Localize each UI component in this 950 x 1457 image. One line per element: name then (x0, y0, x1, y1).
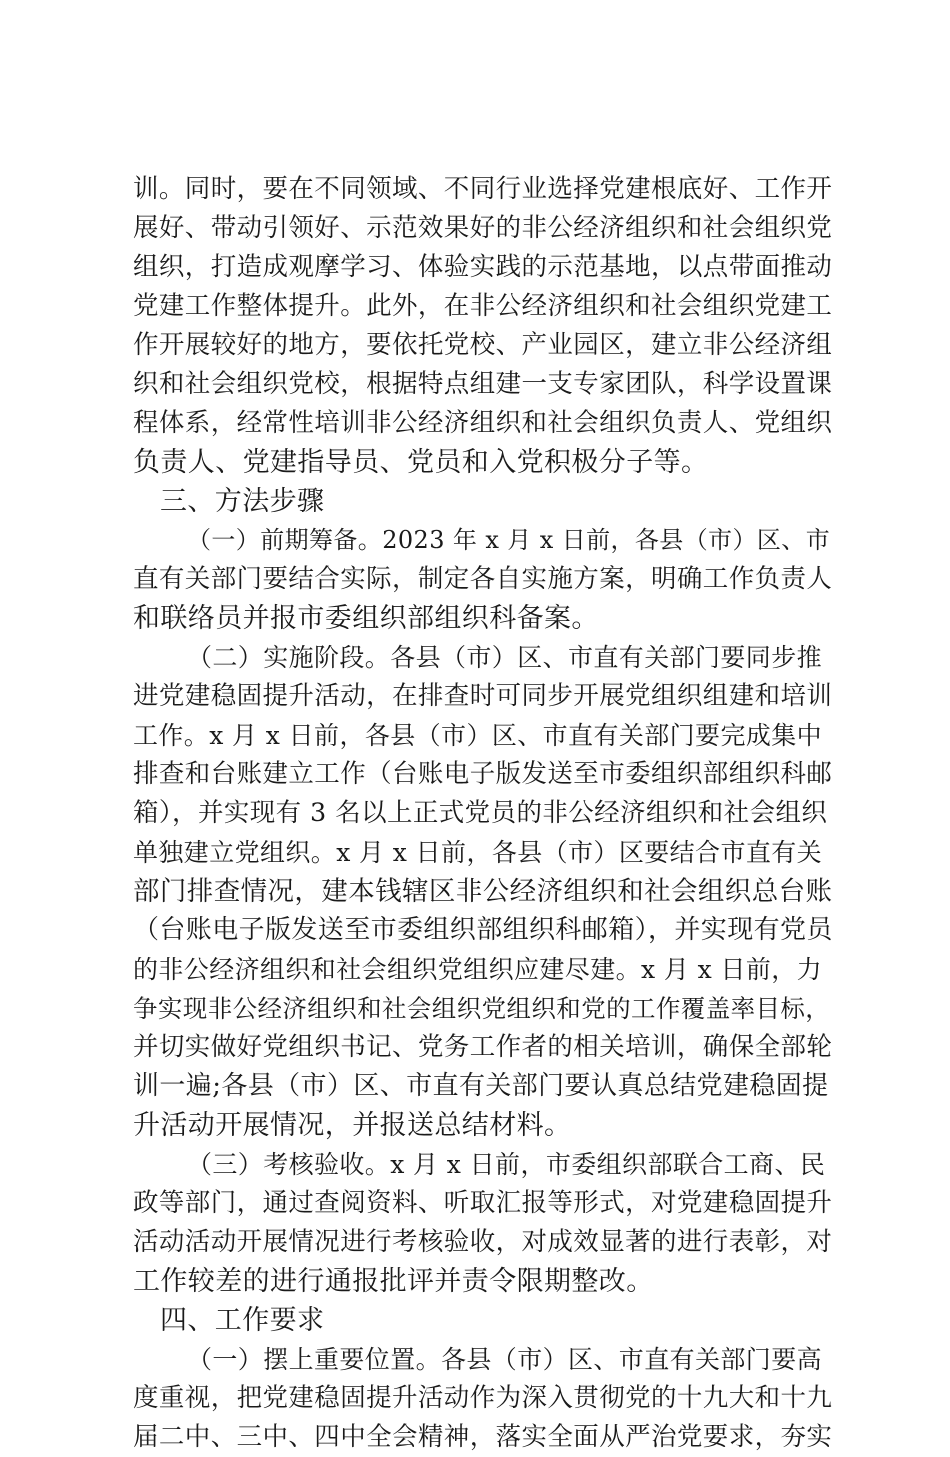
text-line: 届二中、三中、四中全会精神，落实全面从严治党要求，夯实 (133, 1422, 833, 1452)
text-line: 组织，打造成观摩学习、体验实践的示范基地，以点带面推动 (133, 252, 833, 282)
text-line: 训一遍;各县（市）区、市直有关部门要认真总结党建稳固提 (133, 1071, 829, 1101)
text-line: 程体系，经常性培训非公经济组织和社会组织负责人、党组织 (133, 408, 833, 438)
text-line: 进党建稳固提升活动，在排查时可同步开展党组织组建和培训 (133, 681, 833, 711)
text-line: （一）前期筹备。2023 年 x 月 x 日前，各县（市）区、市 (187, 526, 831, 554)
text-line: （一）摆上重要位置。各县（市）区、市直有关部门要高 (187, 1345, 823, 1374)
text-line: （三）考核验收。x 月 x 日前，市委组织部联合工商、民 (187, 1150, 826, 1179)
text-line: 负责人、党建指导员、党员和入党积极分子等。 (133, 447, 709, 478)
text-line: 和联络员并报市委组织部组织科备案。 (133, 603, 599, 634)
text-line: 单独建立党组织。x 月 x 日前，各县（市）区要结合市直有关 (133, 838, 823, 867)
text-line: 展好、带动引领好、示范效果好的非公经济组织和社会组织党 (133, 213, 833, 243)
text-line: 部门排查情况，建本钱辖区非公经济组织和社会组织总台账 (133, 876, 833, 907)
text-line: （台账电子版发送至市委组织部组织科邮箱），并实现有党员 (133, 915, 833, 945)
text-line: 度重视，把党建稳固提升活动作为深入贯彻党的十九大和十九 (133, 1383, 833, 1413)
section-heading: 四、工作要求 (160, 1305, 325, 1336)
text-line: 排查和台账建立工作（台账电子版发送至市委组织部组织科邮 (133, 759, 833, 789)
text-line: 工作。x 月 x 日前，各县（市）区、市直有关部门要完成集中 (133, 721, 823, 750)
document-page (133, 170, 833, 1457)
text-line: 织和社会组织党校，根据特点组建一支专家团队，科学设置课 (133, 369, 833, 399)
text-line: 训。同时，要在不同领域、不同行业选择党建根底好、工作开 (133, 174, 833, 204)
section-heading: 三、方法步骤 (160, 486, 325, 517)
text-line: 的非公经济组织和社会组织党组织应建尽建。x 月 x 日前，力 (133, 955, 823, 984)
text-line: 作开展较好的地方，要依托党校、产业园区，建立非公经济组 (133, 330, 833, 360)
text-line: 工作较差的进行通报批评并责令限期整改。 (133, 1266, 654, 1297)
text-line: （二）实施阶段。各县（市）区、市直有关部门要同步推 (187, 643, 823, 672)
text-line: 直有关部门要结合实际，制定各自实施方案，明确工作负责人 (133, 564, 833, 594)
text-line: 政等部门，通过查阅资料、听取汇报等形式，对党建稳固提升 (133, 1188, 833, 1218)
text-line: 争实现非公经济组织和社会组织党组织和党的工作覆盖率目标， (133, 994, 831, 1023)
text-line: 并切实做好党组织书记、党务工作者的相关培训，确保全部轮 (133, 1032, 833, 1062)
text-line: 箱），并实现有 3 名以上正式党员的非公经济组织和社会组织 (133, 798, 828, 828)
text-line: 党建工作整体提升。此外，在非公经济组织和社会组织党建工 (133, 291, 833, 321)
text-line: 活动活动开展情况进行考核验收，对成效显著的进行表彰，对 (133, 1227, 833, 1257)
text-line: 升活动开展情况，并报送总结材料。 (133, 1110, 572, 1141)
